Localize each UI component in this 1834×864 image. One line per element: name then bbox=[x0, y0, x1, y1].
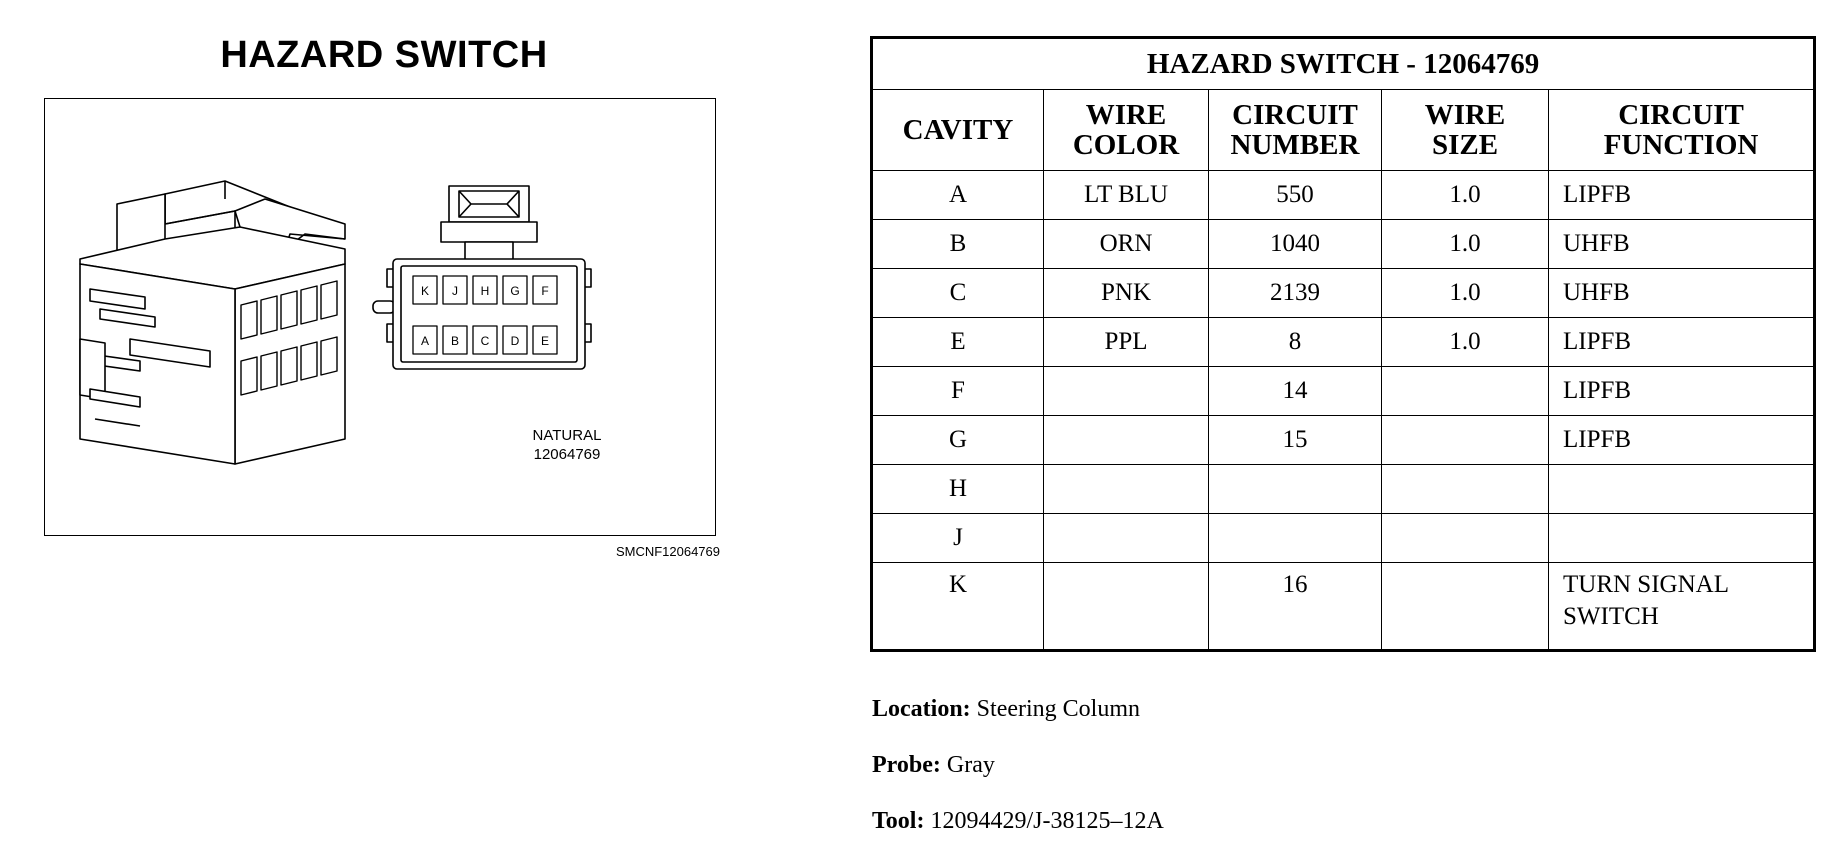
cell-circuit-number: 14 bbox=[1209, 367, 1382, 416]
connector-3d-view bbox=[80, 181, 345, 464]
location-line bbox=[872, 696, 1140, 723]
cavity-label-bottom: B bbox=[450, 334, 460, 348]
cell-cavity: H bbox=[872, 465, 1044, 514]
connector-color-label: NATURAL bbox=[532, 427, 602, 444]
cell-circuit-number bbox=[1209, 465, 1382, 514]
cell-circuit-number: 16 bbox=[1209, 563, 1382, 651]
cell-circuit-function: LIPFB bbox=[1549, 367, 1815, 416]
location-value: Steering Column bbox=[976, 696, 1140, 722]
cell-wire-size bbox=[1382, 465, 1549, 514]
cell-cavity: A bbox=[872, 171, 1044, 220]
header-wire-color: WIRE COLOR bbox=[1044, 90, 1209, 171]
cavity-label-bottom: E bbox=[540, 334, 550, 348]
cell-wire-color: PPL bbox=[1044, 318, 1209, 367]
cell-wire-size bbox=[1382, 416, 1549, 465]
cell-wire-color bbox=[1044, 416, 1209, 465]
diagram-title: HAZARD SWITCH bbox=[220, 34, 548, 76]
cell-circuit-function: UHFB bbox=[1549, 269, 1815, 318]
table-row bbox=[872, 171, 1815, 220]
cell-wire-color: PNK bbox=[1044, 269, 1209, 318]
cell-wire-color bbox=[1044, 563, 1209, 651]
cell-wire-color bbox=[1044, 367, 1209, 416]
cell-circuit-function: LIPFB bbox=[1549, 171, 1815, 220]
cell-circuit-number: 550 bbox=[1209, 171, 1382, 220]
cell-wire-size: 1.0 bbox=[1382, 318, 1549, 367]
tool-line bbox=[872, 808, 1164, 835]
cell-circuit-function bbox=[1549, 563, 1815, 651]
cell-cavity: C bbox=[872, 269, 1044, 318]
cell-circuit-function: UHFB bbox=[1549, 220, 1815, 269]
cell-wire-size: 1.0 bbox=[1382, 220, 1549, 269]
cell-wire-size: 1.0 bbox=[1382, 269, 1549, 318]
cell-cavity: B bbox=[872, 220, 1044, 269]
table-row bbox=[872, 514, 1815, 563]
cell-cavity: J bbox=[872, 514, 1044, 563]
cell-wire-color: ORN bbox=[1044, 220, 1209, 269]
cavity-label-top: H bbox=[480, 284, 490, 298]
cell-cavity: F bbox=[872, 367, 1044, 416]
header-circuit-number: CIRCUIT NUMBER bbox=[1209, 90, 1382, 171]
location-label: Location: bbox=[872, 696, 971, 722]
probe-label: Probe: bbox=[872, 752, 941, 778]
cell-cavity: K bbox=[872, 563, 1044, 651]
cavity-label-top: J bbox=[452, 284, 458, 298]
cavity-label-top: G bbox=[510, 284, 520, 298]
function-line: SWITCH bbox=[1563, 603, 1659, 630]
connector-part-number: 12064769 bbox=[533, 446, 601, 463]
cell-circuit-number: 2139 bbox=[1209, 269, 1382, 318]
diagram-ref-code: SMCNF12064769 bbox=[615, 544, 720, 559]
function-line: TURN SIGNAL bbox=[1563, 571, 1729, 598]
cell-circuit-number: 8 bbox=[1209, 318, 1382, 367]
cell-circuit-function bbox=[1549, 465, 1815, 514]
connector-diagram bbox=[44, 98, 716, 536]
header-cavity: CAVITY bbox=[872, 90, 1044, 171]
cell-wire-color bbox=[1044, 514, 1209, 563]
tool-value: 12094429/J-38125–12A bbox=[930, 808, 1164, 834]
cell-cavity: E bbox=[872, 318, 1044, 367]
cell-circuit-number: 1040 bbox=[1209, 220, 1382, 269]
table-row bbox=[872, 269, 1815, 318]
table-row bbox=[872, 367, 1815, 416]
table-row bbox=[872, 220, 1815, 269]
table-title: HAZARD SWITCH - 12064769 bbox=[872, 38, 1815, 90]
cavity-label-bottom: A bbox=[420, 334, 430, 348]
cavity-label-bottom: C bbox=[480, 334, 490, 348]
probe-line bbox=[872, 752, 995, 779]
probe-value: Gray bbox=[946, 752, 995, 778]
cell-wire-size: 1.0 bbox=[1382, 171, 1549, 220]
header-circuit-function: CIRCUIT FUNCTION bbox=[1549, 90, 1815, 171]
cell-wire-color bbox=[1044, 465, 1209, 514]
table-row bbox=[872, 563, 1815, 651]
cavity-label-top: K bbox=[420, 284, 430, 298]
cavity-label-bottom: D bbox=[510, 334, 520, 348]
cell-circuit-function bbox=[1549, 514, 1815, 563]
table-row bbox=[872, 318, 1815, 367]
pinout-table bbox=[870, 36, 1816, 652]
cell-wire-color: LT BLU bbox=[1044, 171, 1209, 220]
cell-circuit-number: 15 bbox=[1209, 416, 1382, 465]
connector-illustration bbox=[45, 99, 715, 535]
cell-circuit-function: LIPFB bbox=[1549, 416, 1815, 465]
cavity-label-top: F bbox=[541, 284, 549, 298]
cell-wire-size bbox=[1382, 514, 1549, 563]
table-row bbox=[872, 416, 1815, 465]
cell-wire-size bbox=[1382, 367, 1549, 416]
header-wire-size: WIRE SIZE bbox=[1382, 90, 1549, 171]
table-row bbox=[872, 465, 1815, 514]
cell-circuit-function: LIPFB bbox=[1549, 318, 1815, 367]
tool-label: Tool: bbox=[872, 808, 925, 834]
cell-cavity: G bbox=[872, 416, 1044, 465]
cell-circuit-number bbox=[1209, 514, 1382, 563]
cell-wire-size bbox=[1382, 563, 1549, 651]
